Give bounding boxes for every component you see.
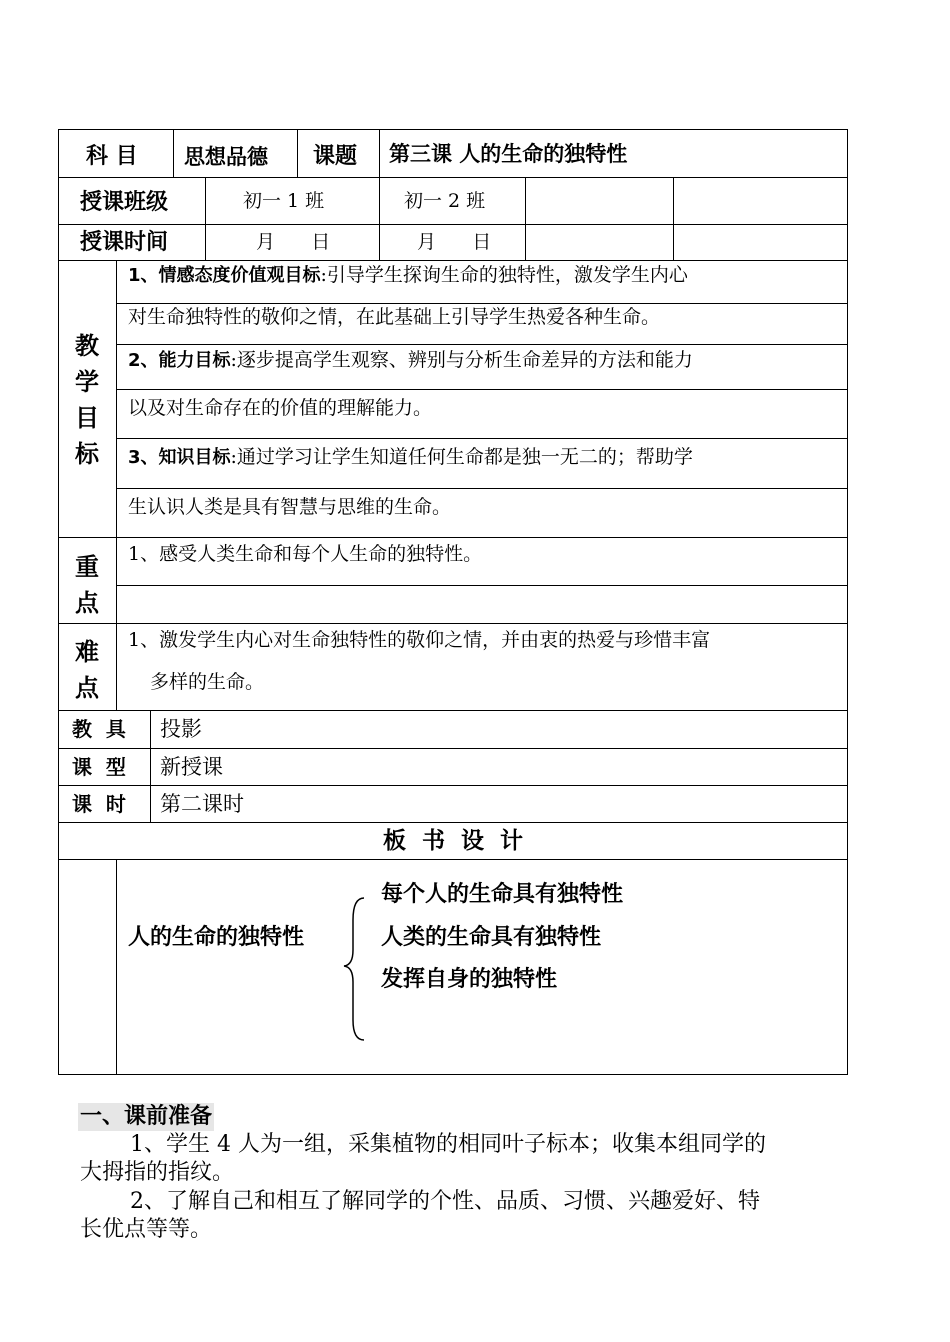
topic-label: 课题 [313, 144, 358, 169]
lesson-type-value: 新授课 [160, 755, 223, 779]
brace-icon [340, 880, 370, 1045]
preparation-p1-line1: 1、学生 4 人为一组，采集植物的相同叶子标本；收集本组同学的 [130, 1132, 766, 1157]
tools-value: 投影 [160, 717, 202, 741]
objective-3-line2: 生认识人类是具有智慧与思维的生命。 [128, 496, 452, 518]
objective-1-text: :引导学生探询生命的独特性，激发学生内心 [320, 264, 688, 286]
objective-1-line2: 对生命独特性的敬仰之情，在此基础上引导学生热爱各种生命。 [128, 306, 661, 328]
preparation-heading: 一、课前准备 [80, 1104, 213, 1129]
objective-2-title: 2、能力目标 [128, 350, 231, 371]
subject-value: 思想品德 [184, 145, 268, 169]
tools-label: 教 具 [72, 717, 126, 741]
objective-1-line1 [128, 264, 688, 287]
objectives-label: 教学目标 [75, 332, 99, 468]
key-point-text: 1、感受人类生命和每个人生命的独特性。 [128, 543, 483, 565]
preparation-p2-line2: 长优点等等。 [80, 1217, 213, 1242]
objective-2-line1 [128, 349, 693, 372]
class-value-2: 初一 2 班 [404, 190, 486, 212]
topic-value: 第三课 人的生命的独特性 [389, 142, 628, 166]
difficulty-line2: 多样的生命。 [150, 671, 265, 693]
period-value: 第二课时 [160, 792, 244, 816]
time-value-2: 月 日 [417, 231, 492, 253]
period-label: 课 时 [72, 792, 126, 816]
objective-3-line1 [128, 446, 693, 469]
class-value-1: 初一 1 班 [243, 190, 325, 212]
subject-label: 科 目 [86, 144, 138, 169]
objective-1-title: 1、情感态度价值观目标 [128, 265, 321, 286]
board-root: 人的生命的独特性 [128, 925, 305, 950]
preparation-p2-line1: 2、了解自己和相互了解同学的个性、品质、习惯、兴趣爱好、特 [130, 1189, 760, 1214]
time-label: 授课时间 [80, 230, 169, 255]
time-value-1: 月 日 [256, 231, 331, 253]
objective-3-text: :通过学习让学生知道任何生命都是独一无二的；帮助学 [230, 446, 693, 468]
objective-3-title: 3、知识目标 [128, 447, 231, 468]
difficulty-label: 难点 [75, 638, 99, 702]
objective-2-text: :逐步提高学生观察、辨别与分析生命差异的方法和能力 [230, 349, 693, 371]
board-branch-3: 发挥自身的独特性 [381, 967, 558, 992]
board-design-title: 板 书 设 计 [382, 828, 524, 854]
difficulty-line1: 1、激发学生内心对生命独特性的敬仰之情，并由衷的热爱与珍惜丰富 [128, 629, 711, 651]
board-branch-1: 每个人的生命具有独特性 [381, 882, 624, 907]
objective-2-line2: 以及对生命存在的价值的理解能力。 [128, 397, 433, 419]
key-point-label: 重点 [75, 553, 99, 617]
lesson-type-label: 课 型 [72, 755, 126, 779]
board-branch-2: 人类的生命具有独特性 [381, 925, 602, 950]
class-label: 授课班级 [80, 190, 169, 215]
preparation-p1-line2: 大拇指的指纹。 [80, 1160, 235, 1185]
